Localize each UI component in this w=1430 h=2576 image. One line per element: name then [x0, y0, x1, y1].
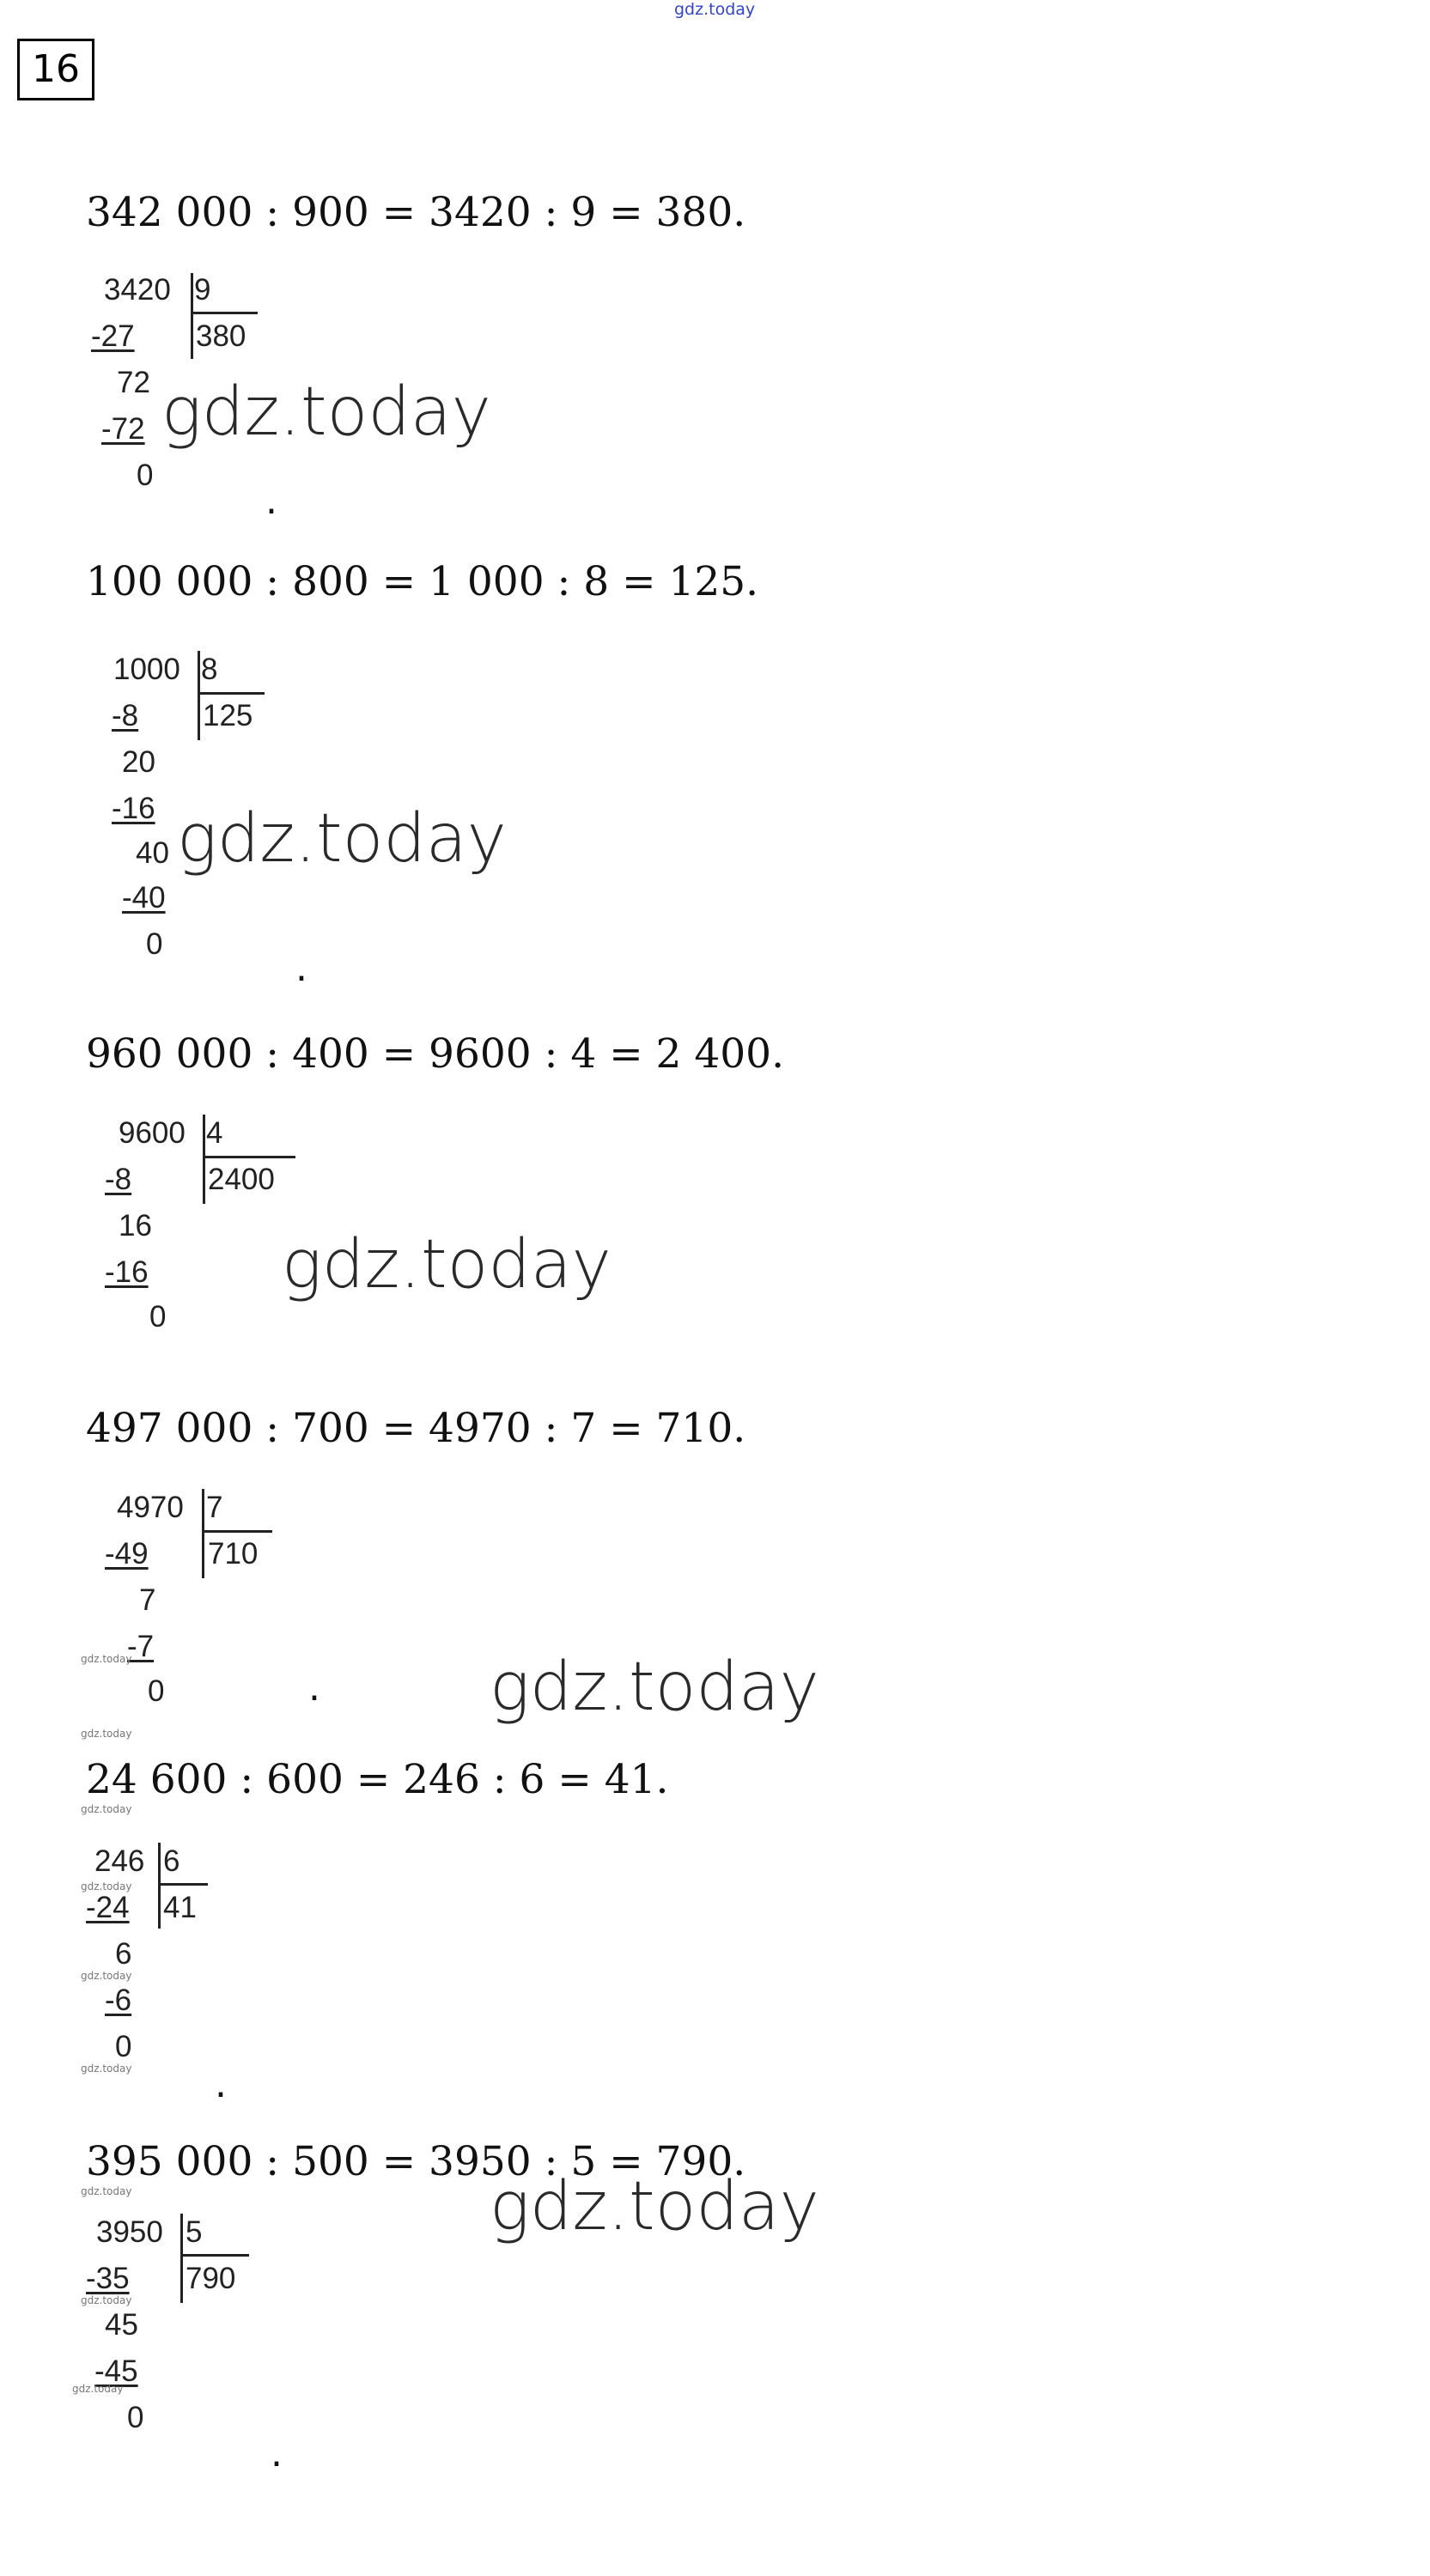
divisor: 4: [206, 1116, 223, 1150]
quotient: 2400: [208, 1163, 275, 1196]
watermark-small: gdz.today: [81, 1653, 132, 1665]
watermark: gdz.today: [177, 800, 507, 878]
quotient: 710: [208, 1537, 259, 1571]
watermark: gdz.today: [490, 2168, 819, 2245]
divisor: 5: [186, 2215, 203, 2249]
division-step: -7: [127, 1630, 155, 1663]
quotient: 790: [186, 2262, 236, 2295]
equation-3: 960 000 : 400 = 9600 : 4 = 2 400.: [86, 1030, 785, 1078]
division-step: -45: [94, 2354, 138, 2388]
division-step: -16: [112, 792, 155, 825]
division-step: -8: [105, 1163, 132, 1196]
division-step: -49: [105, 1537, 149, 1571]
dividend: 3420: [104, 273, 171, 307]
division-step: 72: [117, 366, 150, 399]
division-step: -6: [105, 1984, 132, 2017]
watermark: gdz.today: [282, 1226, 612, 1303]
watermark-small: gdz.today: [81, 1970, 132, 1982]
watermark: gdz.today: [161, 374, 491, 451]
dividend: 246: [94, 1844, 145, 1878]
watermark-small: gdz.today: [81, 1728, 132, 1740]
division-step: 0: [149, 1300, 167, 1334]
division-step: 0: [148, 1674, 165, 1708]
dot: .: [265, 479, 277, 523]
exercise-number: 16: [17, 39, 94, 100]
divisor: 6: [163, 1844, 180, 1878]
equation-2: 100 000 : 800 = 1 000 : 8 = 125.: [86, 558, 759, 605]
division-step: 45: [105, 2308, 138, 2342]
equation-6: 395 000 : 500 = 3950 : 5 = 790.: [86, 2138, 746, 2185]
watermark: gdz.today: [490, 1649, 819, 1726]
dividend: 4970: [117, 1491, 184, 1524]
watermark-small: gdz.today: [81, 2063, 132, 2075]
divisor: 9: [194, 273, 211, 307]
division-step: -40: [122, 881, 166, 914]
dot: .: [308, 1666, 320, 1710]
divisor: 7: [206, 1491, 223, 1524]
division-step: -72: [101, 412, 145, 446]
division-step: 0: [115, 2030, 132, 2063]
division-step: 0: [137, 459, 154, 492]
division-step: 0: [146, 927, 163, 961]
division-step: 0: [127, 2401, 144, 2434]
dividend: 9600: [119, 1116, 186, 1150]
division-step: -24: [86, 1891, 130, 1924]
division-step: 7: [139, 1583, 156, 1617]
dot: .: [271, 2432, 283, 2476]
watermark-small: gdz.today: [81, 2294, 132, 2306]
dividend: 3950: [96, 2215, 163, 2249]
equation-4: 497 000 : 700 = 4970 : 7 = 710.: [86, 1405, 746, 1452]
dividend: 1000: [113, 653, 180, 686]
equation-5: 24 600 : 600 = 246 : 6 = 41.: [86, 1756, 669, 1803]
division-step: 20: [122, 745, 155, 779]
watermark-small: gdz.today: [81, 2185, 132, 2197]
division-step: -35: [86, 2262, 130, 2295]
quotient: 380: [196, 319, 246, 353]
division-step: -27: [91, 319, 135, 353]
watermark-small: gdz.today: [81, 1803, 132, 1815]
equation-1: 342 000 : 900 = 3420 : 9 = 380.: [86, 189, 746, 236]
watermark-small: gdz.today: [72, 2383, 124, 2395]
top-watermark: gdz.today: [674, 0, 756, 19]
division-step: 40: [136, 836, 169, 870]
watermark-small: gdz.today: [81, 1880, 132, 1893]
quotient: 41: [163, 1891, 197, 1924]
division-step: 16: [119, 1209, 152, 1242]
division-step: -8: [112, 699, 139, 732]
dot: .: [295, 946, 307, 990]
quotient: 125: [203, 699, 253, 732]
division-step: 6: [115, 1937, 132, 1971]
division-step: -16: [105, 1255, 149, 1289]
divisor: 8: [201, 653, 218, 686]
dot: .: [215, 2063, 227, 2106]
